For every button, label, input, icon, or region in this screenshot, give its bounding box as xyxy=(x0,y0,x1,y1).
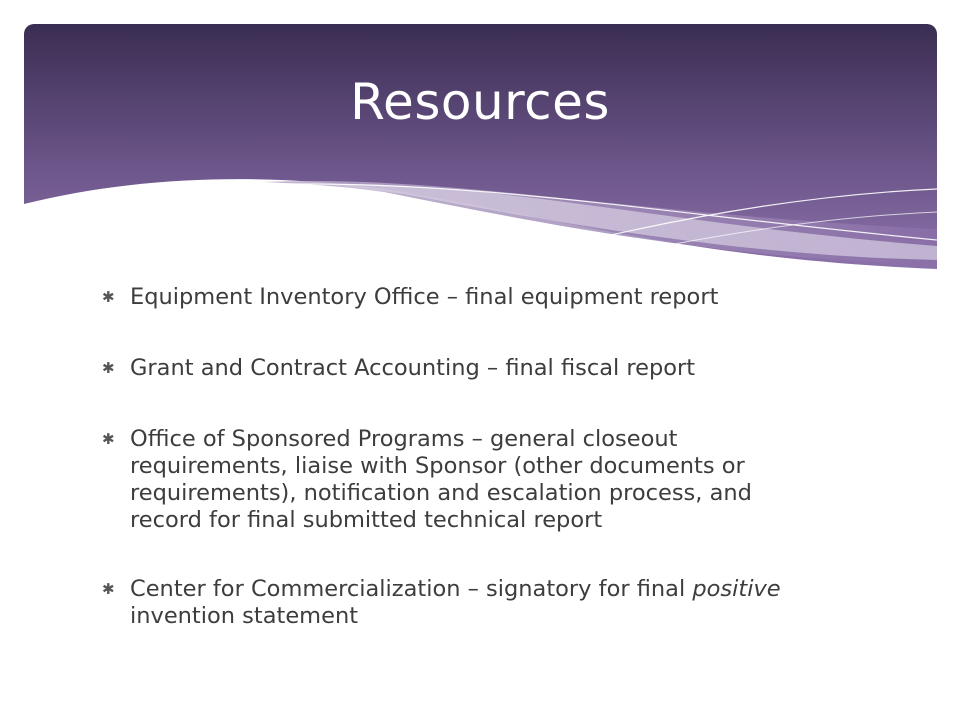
asterisk-bullet-icon: ✱ xyxy=(102,430,115,448)
asterisk-bullet-icon: ✱ xyxy=(102,580,115,598)
bullet-text: Office of Sponsored Programs – general closeout requirements, liaise with Sponsor (other documents or requirements), notification and escalation process, and record for final submitted technical report xyxy=(130,426,752,533)
bullet-text-before: Center for Commercialization – signatory for final xyxy=(130,576,693,602)
bullet-text: Equipment Inventory Office – final equipment report xyxy=(130,284,719,310)
bullet-list xyxy=(102,284,822,674)
bullet-item-grant-accounting xyxy=(102,355,822,382)
bullet-item-sponsored-programs xyxy=(102,426,822,534)
bullet-item-commercialization xyxy=(102,576,822,630)
bullet-item-equipment-inventory xyxy=(102,284,822,311)
header-band xyxy=(24,24,937,274)
bullet-text: Grant and Contract Accounting – final fiscal report xyxy=(130,355,696,381)
asterisk-bullet-icon: ✱ xyxy=(102,288,115,306)
bullet-text-emphasis: positive xyxy=(692,576,781,602)
header-wave-graphic xyxy=(24,24,937,274)
slide-title: Resources xyxy=(350,73,610,131)
bullet-text-after: invention statement xyxy=(130,603,359,629)
asterisk-bullet-icon: ✱ xyxy=(102,359,115,377)
